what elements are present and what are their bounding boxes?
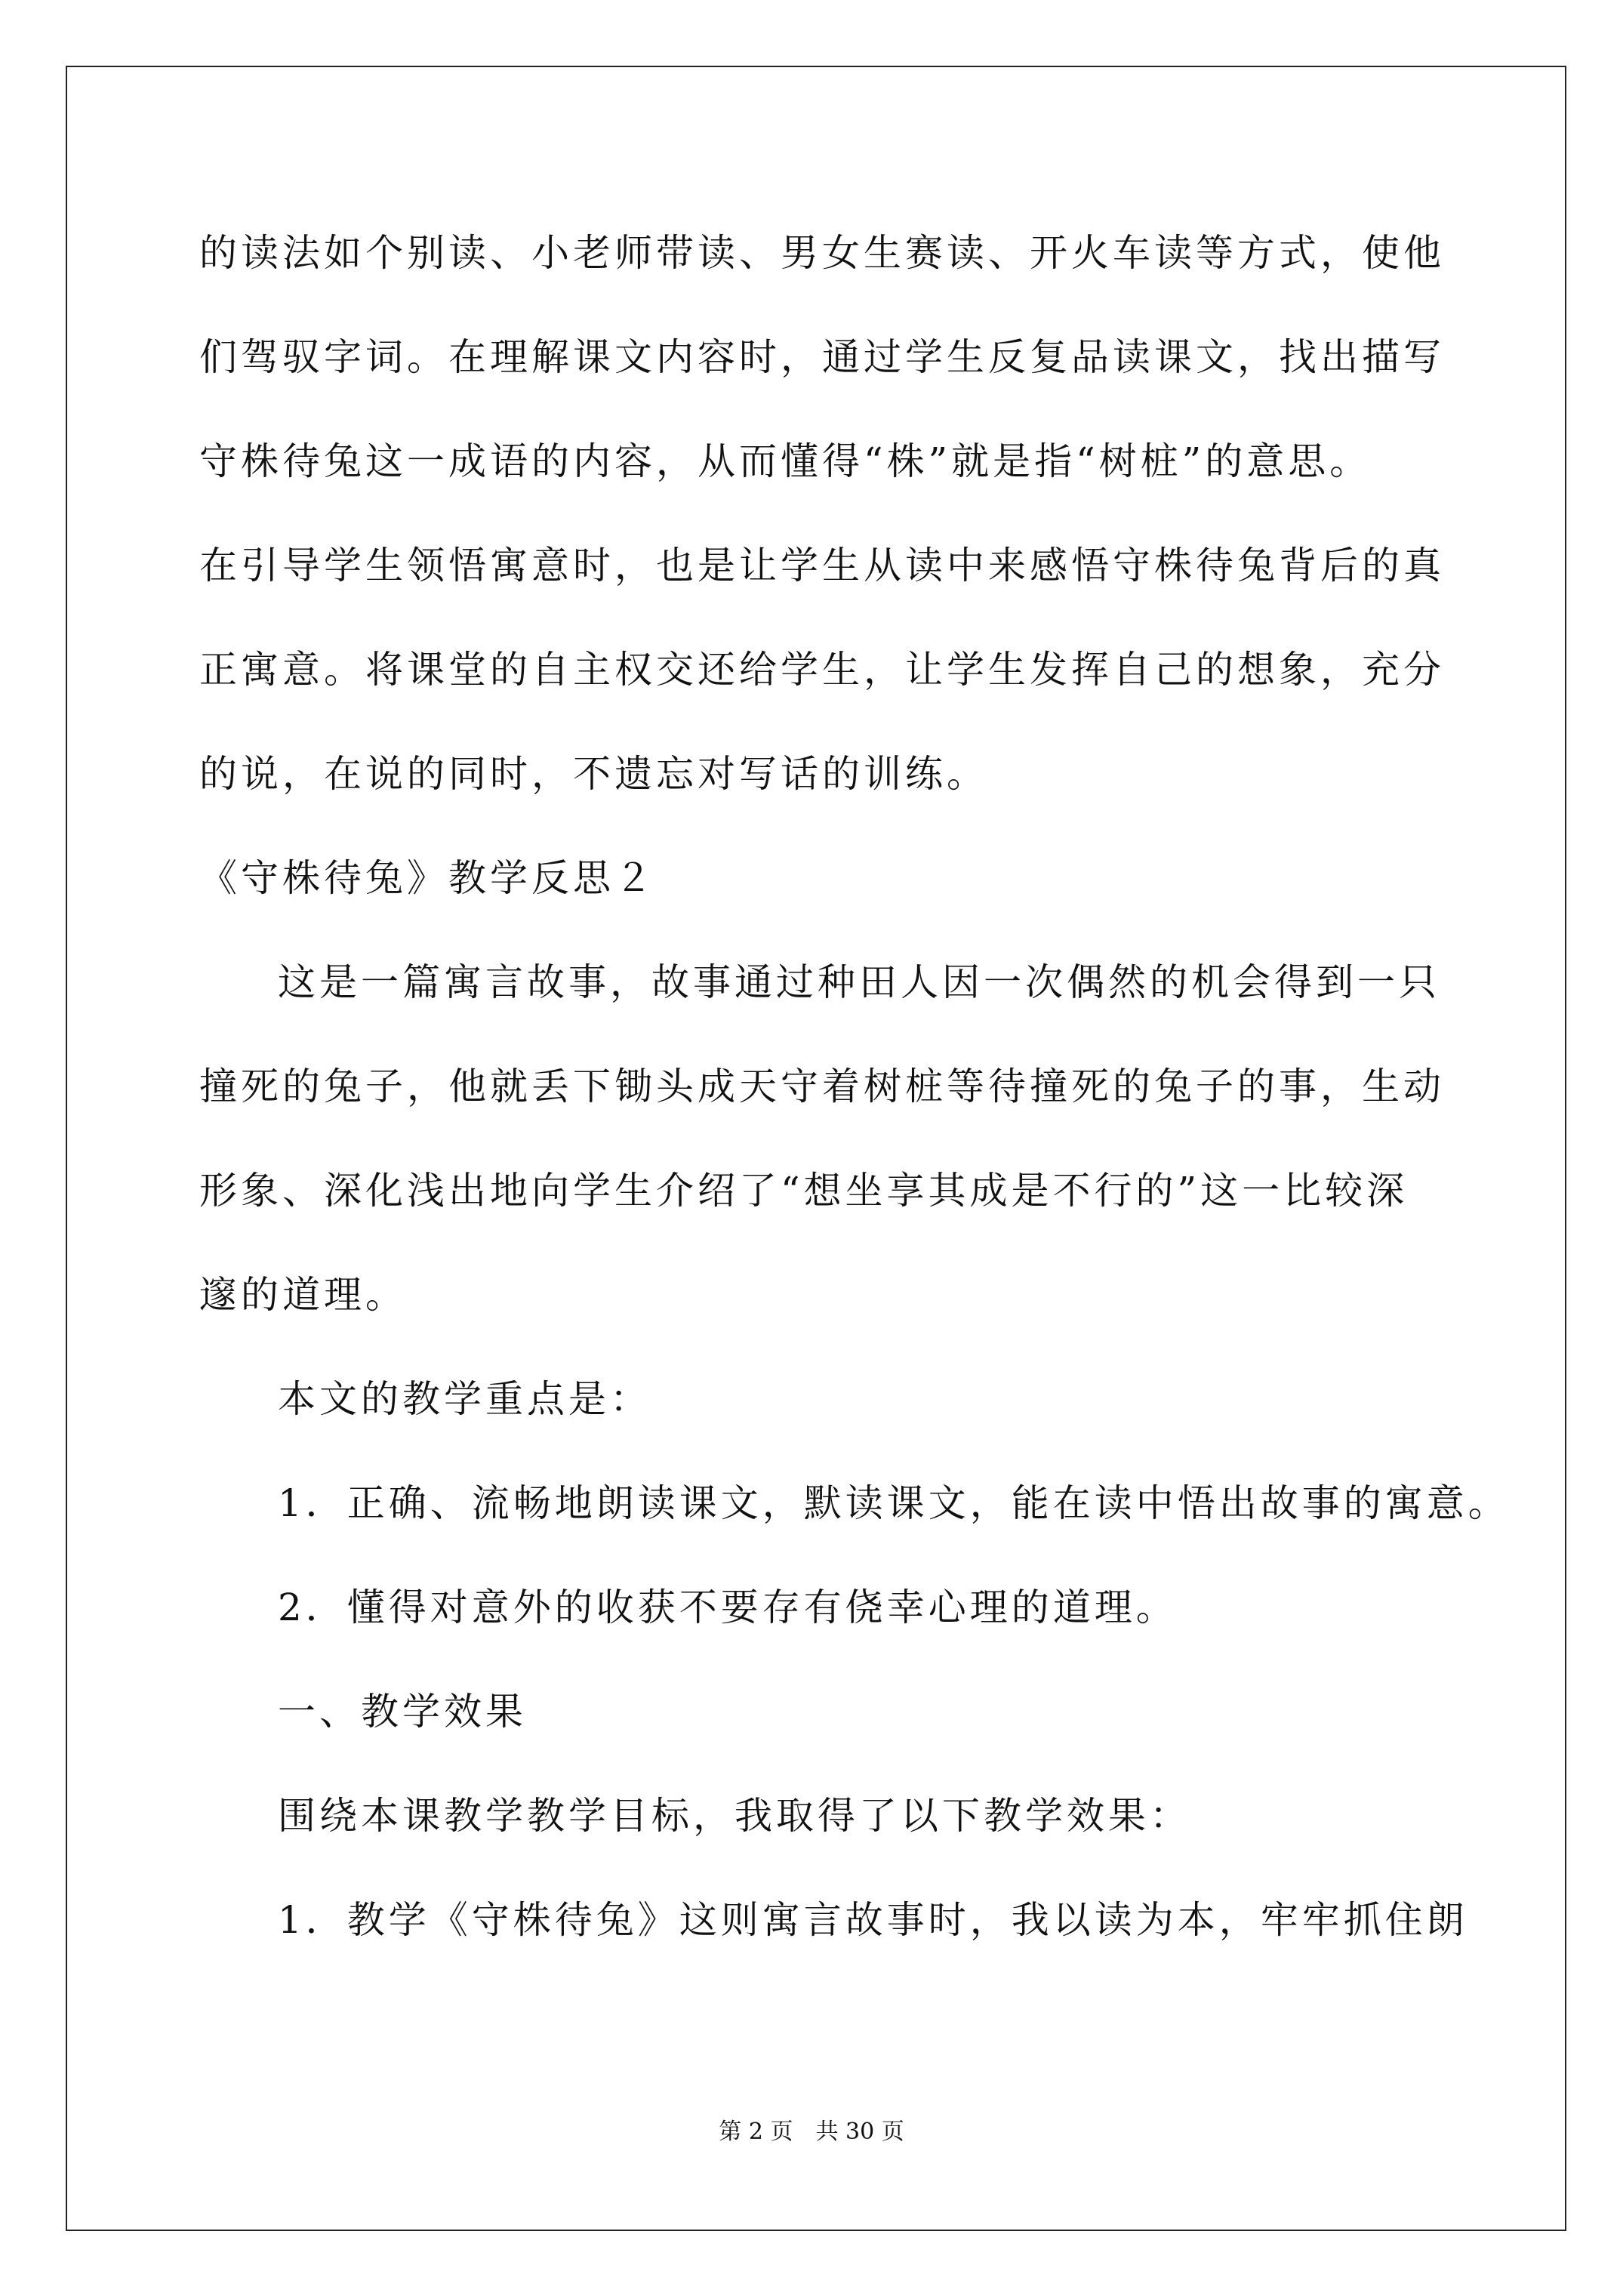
body-text-line: 撞死的兔子，他就丢下锄头成天守着树桩等待撞死的兔子的事，生动	[199, 1065, 1445, 1108]
body-text-line: 这是一篇寓言故事，故事通过种田人因一次偶然的机会得到一只	[278, 960, 1440, 1004]
body-text-line: 的说，在说的同时，不遗忘对写话的训练。	[199, 752, 988, 796]
list-item: 1．正确、流畅地朗读课文，默读课文，能在读中悟出故事的寓意。	[278, 1481, 1510, 1525]
list-item: 2．懂得对意外的收获不要存有侥幸心理的道理。	[278, 1586, 1178, 1629]
body-text-line: 守株待兔这一成语的内容，从而懂得“株”就是指“树桩”的意思。	[199, 439, 1372, 483]
body-text-line: 本文的教学重点是：	[278, 1377, 651, 1421]
body-text-line: 邃的道理。	[199, 1273, 407, 1317]
list-item: 1．教学《守株待兔》这则寓言故事时，我以读为本，牢牢抓住朗	[278, 1898, 1468, 1942]
page-number-footer: 第 2 页 共 30 页	[719, 2119, 904, 2145]
subsection-heading: 一、教学效果	[278, 1690, 527, 1734]
section-heading: 《守株待兔》教学反思２	[199, 856, 656, 900]
body-text-line: 的读法如个别读、小老师带读、男女生赛读、开火车读等方式，使他	[199, 231, 1445, 275]
body-text-line: 们驾驭字词。在理解课文内容时，通过学生反复品读课文，找出描写	[199, 335, 1445, 379]
body-text-line: 在引导学生领悟寓意时，也是让学生从读中来感悟守株待兔背后的真	[199, 544, 1445, 587]
body-text-line: 形象、深化浅出地向学生介绍了“想坐享其成是不行的”这一比较深	[199, 1169, 1409, 1213]
body-text-line: 围绕本课教学教学目标，我取得了以下教学效果：	[278, 1794, 1191, 1838]
body-text-line: 正寓意。将课堂的自主权交还给学生，让学生发挥自己的想象，充分	[199, 648, 1445, 692]
